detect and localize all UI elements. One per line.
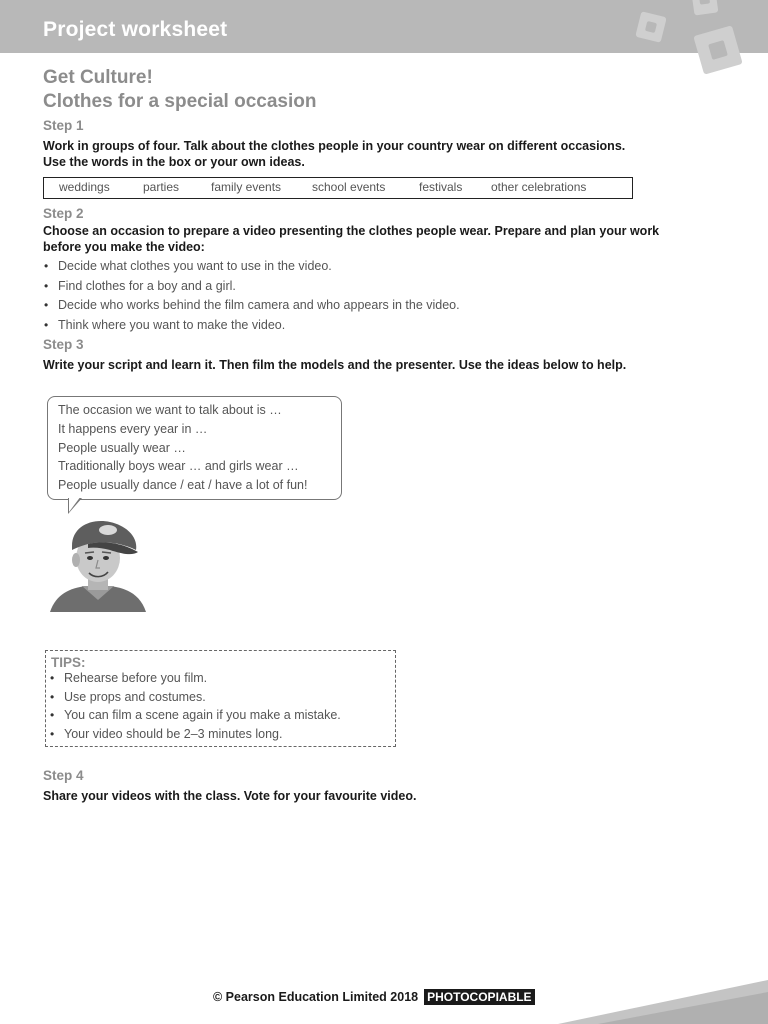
- step-2-label: Step 2: [43, 206, 84, 221]
- step-1-instruction-line-1: Work in groups of four. Talk about the clothes people in your country wear on different occasions.: [43, 139, 626, 153]
- speech-bubble-line: It happens every year in …: [58, 422, 208, 436]
- word-box-item: other celebrations: [491, 180, 587, 194]
- speech-bubble-line: People usually wear …: [58, 441, 186, 455]
- photocopiable-badge: PHOTOCOPIABLE: [424, 989, 534, 1005]
- step-2-bullet-list: [43, 258, 460, 336]
- word-box-item: festivals: [419, 180, 463, 194]
- speech-bubble-line: People usually dance / eat / have a lot of fun!: [58, 478, 308, 492]
- word-box-item: school events: [312, 180, 386, 194]
- tips-list: [49, 670, 341, 744]
- boy-with-cap-image: [48, 516, 148, 612]
- list-item: • You can film a scene again if you make a mistake.: [49, 707, 341, 726]
- header-bar: [0, 0, 768, 53]
- word-box: [43, 177, 633, 199]
- list-item: • Your video should be 2–3 minutes long.: [49, 726, 341, 745]
- speech-bubble-tail: [69, 496, 81, 512]
- step-1-label: Step 1: [43, 118, 84, 133]
- footer: [213, 989, 535, 1005]
- list-item: • Rehearse before you film.: [49, 670, 341, 689]
- list-item: • Decide who works behind the film camera and who appears in the video.: [43, 297, 460, 317]
- list-item: • Find clothes for a boy and a girl.: [43, 278, 460, 298]
- speech-bubble-line: Traditionally boys wear … and girls wear …: [58, 459, 299, 473]
- decorative-square-icon: [692, 0, 719, 16]
- list-item: • Use props and costumes.: [49, 689, 341, 708]
- list-item: • Think where you want to make the video.: [43, 317, 460, 337]
- page-corner-decoration: [558, 978, 768, 1024]
- copyright-text: © Pearson Education Limited 2018: [213, 990, 419, 1004]
- word-box-item: weddings: [59, 180, 110, 194]
- tips-title: TIPS:: [51, 655, 86, 670]
- step-2-instruction-line-1: Choose an occasion to prepare a video presenting the clothes people wear. Prepare and plan your work: [43, 224, 660, 238]
- step-4-instruction: Share your videos with the class. Vote for your favourite video.: [43, 789, 417, 803]
- decorative-square-icon: [635, 11, 667, 43]
- page-title: Get Culture!: [43, 67, 153, 88]
- step-3-label: Step 3: [43, 337, 84, 352]
- page-subtitle: Clothes for a special occasion: [43, 91, 317, 112]
- step-1-instruction-line-2: Use the words in the box or your own ideas.: [43, 155, 305, 169]
- word-box-item: parties: [143, 180, 180, 194]
- step-3-instruction: Write your script and learn it. Then film the models and the presenter. Use the ideas below to help.: [43, 358, 627, 372]
- speech-bubble: [47, 396, 342, 500]
- tips-box: [45, 650, 396, 747]
- step-4-label: Step 4: [43, 768, 84, 783]
- list-item: • Decide what clothes you want to use in the video.: [43, 258, 460, 278]
- speech-bubble-line: The occasion we want to talk about is …: [58, 403, 282, 417]
- word-box-item: family events: [211, 180, 282, 194]
- step-2-instruction-line-2: before you make the video:: [43, 240, 205, 254]
- worksheet-header-title: Project worksheet: [43, 18, 228, 41]
